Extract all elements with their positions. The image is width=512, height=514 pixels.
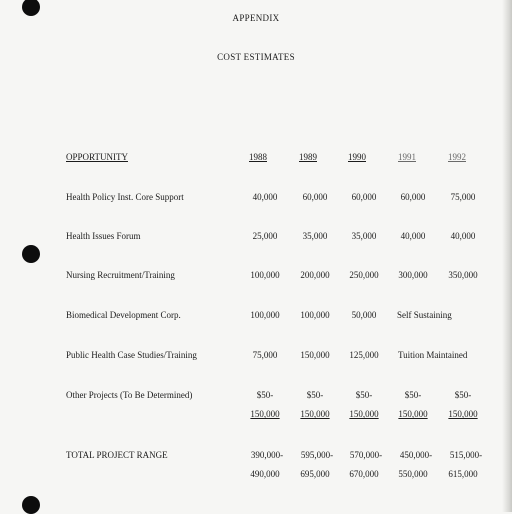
table-cell: $50- — [256, 390, 274, 400]
row-label-other-projects: Other Projects (To Be Determined) — [66, 390, 193, 400]
table-cell: $50- — [404, 390, 422, 400]
table-cell: 550,000 — [398, 469, 428, 479]
binder-hole-middle — [22, 245, 40, 263]
row-label-health-issues-forum: Health Issues Forum — [66, 231, 141, 241]
table-cell: 250,000 — [349, 270, 379, 280]
table-cell: 40,000 — [252, 192, 278, 202]
table-cell: 100,000 — [250, 270, 280, 280]
page-title: COST ESTIMATES — [217, 52, 295, 62]
table-cell: 515,000- — [449, 450, 483, 460]
table-note-self-sustaining: Self Sustaining — [397, 310, 452, 320]
row-label-biomedical: Biomedical Development Corp. — [66, 310, 181, 320]
table-cell: $50- — [355, 390, 373, 400]
table-cell: 200,000 — [300, 270, 330, 280]
table-cell: 60,000 — [302, 192, 328, 202]
row-label-public-health: Public Health Case Studies/Training — [66, 350, 197, 360]
column-header-1990: 1990 — [348, 152, 366, 162]
table-cell: 75,000 — [450, 192, 476, 202]
table-cell: 40,000 — [450, 231, 476, 241]
column-header-opportunity: OPPORTUNITY — [66, 152, 128, 162]
table-cell: 595,000- — [300, 450, 334, 460]
table-cell: 695,000 — [300, 469, 330, 479]
table-cell: 60,000 — [400, 192, 426, 202]
table-cell: 490,000 — [250, 469, 280, 479]
table-cell: 390,000- — [250, 450, 284, 460]
table-cell: 60,000 — [351, 192, 377, 202]
table-cell: 150,000 — [250, 409, 280, 419]
table-cell: 570,000- — [349, 450, 383, 460]
table-cell: 300,000 — [398, 270, 428, 280]
table-cell: 150,000 — [300, 350, 330, 360]
table-cell: 35,000 — [302, 231, 328, 241]
table-cell: 150,000 — [398, 409, 428, 419]
appendix-heading: APPENDIX — [232, 13, 280, 23]
table-cell: 150,000 — [349, 409, 379, 419]
table-cell: $50- — [306, 390, 324, 400]
table-cell: 35,000 — [351, 231, 377, 241]
table-cell: 350,000 — [448, 270, 478, 280]
column-header-1988: 1988 — [249, 152, 267, 162]
row-label-health-policy: Health Policy Inst. Core Support — [66, 192, 184, 202]
column-header-1992: 1992 — [448, 152, 466, 162]
table-note-tuition-maintained: Tuition Maintained — [398, 350, 468, 360]
table-cell: 100,000 — [300, 310, 330, 320]
table-cell: 670,000 — [349, 469, 379, 479]
table-cell: 125,000 — [349, 350, 379, 360]
table-cell: 40,000 — [400, 231, 426, 241]
table-cell: 450,000- — [399, 450, 433, 460]
page-edge — [502, 0, 512, 512]
table-cell: $50- — [454, 390, 472, 400]
column-header-1989: 1989 — [299, 152, 317, 162]
row-label-nursing: Nursing Recruitment/Training — [66, 270, 175, 280]
table-cell: 50,000 — [351, 310, 377, 320]
table-cell: 150,000 — [300, 409, 330, 419]
binder-hole-bottom — [22, 496, 40, 514]
column-header-1991: 1991 — [398, 152, 416, 162]
table-cell: 150,000 — [448, 409, 478, 419]
table-cell: 25,000 — [252, 231, 278, 241]
table-cell: 615,000 — [448, 469, 478, 479]
row-label-total-project-range: TOTAL PROJECT RANGE — [66, 450, 168, 460]
table-cell: 100,000 — [250, 310, 280, 320]
table-cell: 75,000 — [252, 350, 278, 360]
